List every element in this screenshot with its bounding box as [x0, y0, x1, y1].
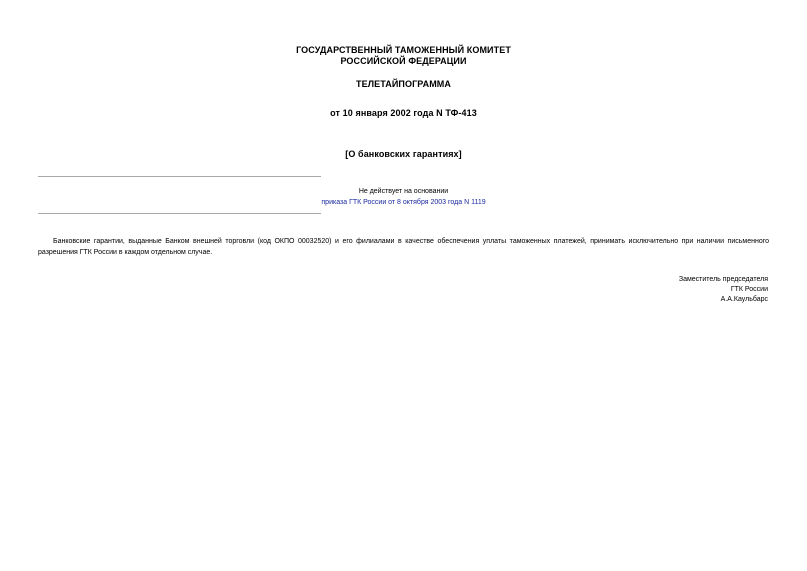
document-subject: [О банковских гарантиях]: [345, 149, 462, 159]
authority-line-2: РОССИЙСКОЙ ФЕДЕРАЦИИ: [340, 56, 467, 66]
body-paragraph: Банковские гарантии, выданные Банком внешней торговли (код ОКПО 00032520) и его филиалами в качестве обеспечения уплаты таможенных платежей, принимать исключительно при наличии письменного разрешения ГТК России в каждом отдельном случае.: [38, 238, 769, 256]
issuing-authority: [0, 45, 807, 67]
document-type: ТЕЛЕТАЙПОГРАММА: [356, 79, 451, 89]
divider-bottom: [38, 213, 321, 214]
signatory-organization: ГТК России: [730, 286, 768, 293]
signatory-name: А.А.Каульбарс: [720, 296, 768, 303]
signature-block: [679, 275, 768, 305]
repealing-order-link[interactable]: приказа ГТК России от 8 октября 2003 года N 1119: [321, 199, 486, 206]
signatory-position: Заместитель председателя: [678, 276, 768, 283]
divider-top: [38, 176, 321, 177]
authority-line-1: ГОСУДАРСТВЕННЫЙ ТАМОЖЕННЫЙ КОМИТЕТ: [296, 45, 511, 55]
validity-note: Не действует на основании: [358, 188, 449, 195]
document-date-number: от 10 января 2002 года N ТФ-413: [330, 108, 477, 118]
validity-status: [0, 186, 807, 208]
